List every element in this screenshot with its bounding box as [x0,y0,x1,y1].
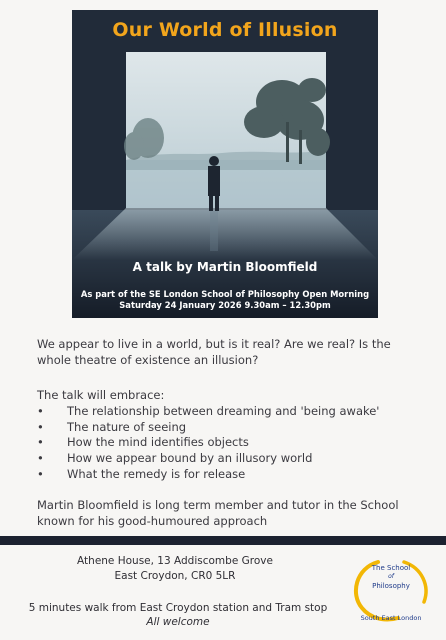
bullet-icon: • [37,466,44,481]
bullet-icon: • [37,435,44,450]
list-item [37,420,427,436]
list-item [37,451,427,467]
list-item [37,435,427,451]
poster-subtitle: A talk by Martin Bloomfield [132,260,318,274]
footer-divider [0,536,446,545]
bullet-icon: • [37,419,44,434]
list-item-text: How we appear bound by an illusory world [67,451,313,466]
intro-paragraph: We appear to live in a world, but is it real? Are we real? Is the whole theatre of existence an illusion? [37,337,391,367]
embrace-heading: The talk will embrace: [37,388,165,402]
address-line-2: East Croydon, CR0 5LR [114,570,236,582]
school-logo [348,556,434,636]
logo-line-3: Philosophy [372,582,410,590]
logo-line-2: of [388,573,394,580]
list-item-text: The nature of seeing [67,419,187,434]
topic-list [37,404,427,483]
hero-poster [72,10,378,318]
bullet-icon: • [37,404,44,418]
event-details [72,289,378,311]
logo-line-1: The School [371,564,411,572]
event-line-1: As part of the SE London School of Philosophy Open Morning [80,289,370,299]
directions-note: 5 minutes walk from East Croydon station and Tram stop [28,602,328,614]
poster-title: Our World of Illusion [112,19,338,41]
list-item-text: The relationship between dreaming and 'being awake' [67,404,380,418]
list-item [37,404,427,420]
bullet-icon: • [37,451,44,466]
logo-line-4: South East London [360,614,422,622]
event-line-2: Saturday 24 January 2026 9.30am – 12.30pm [119,300,331,310]
list-item-text: What the remedy is for release [67,466,246,481]
speaker-bio: Martin Bloomfield is long term member and tutor in the School known for his good-humoured approach [37,498,399,528]
welcome-note: All welcome [146,616,210,628]
list-item [37,467,427,483]
address-line-1: Athene House, 13 Addiscombe Grove [77,555,273,567]
list-item-text: How the mind identifies objects [67,435,249,450]
